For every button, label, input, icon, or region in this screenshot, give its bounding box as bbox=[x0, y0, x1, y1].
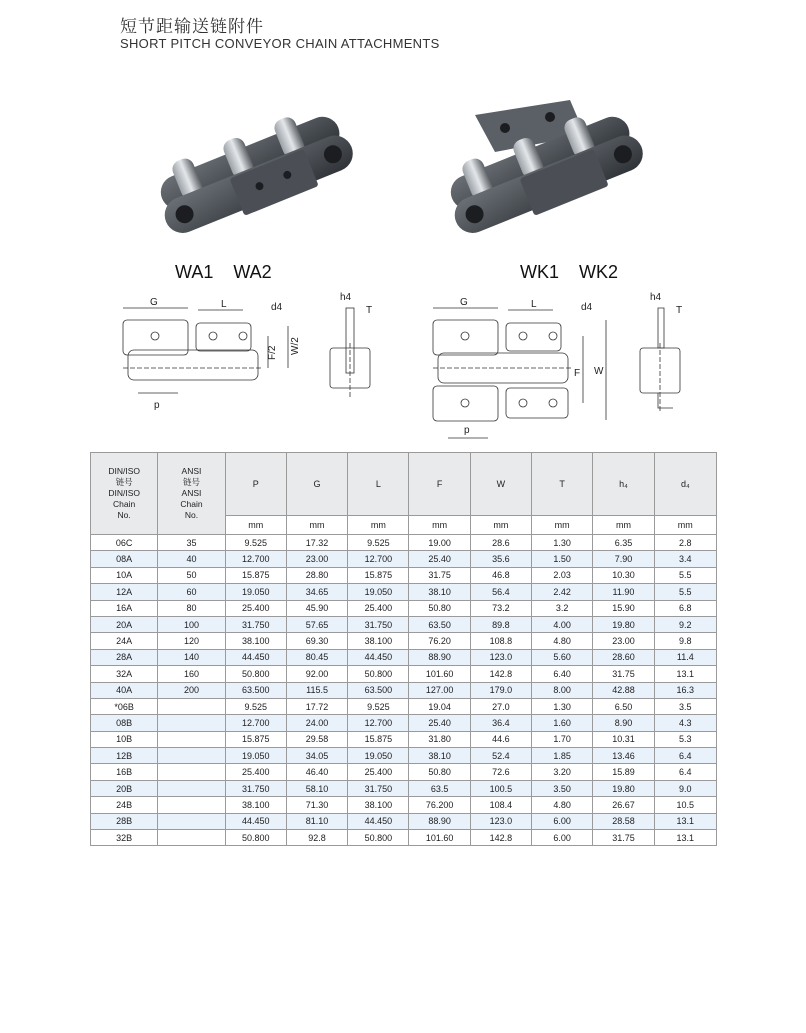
table-cell: 100.5 bbox=[470, 780, 531, 796]
table-cell: 5.5 bbox=[654, 567, 716, 583]
table-row bbox=[91, 666, 717, 682]
table-cell: 1.85 bbox=[532, 748, 593, 764]
table-cell: 5.5 bbox=[654, 584, 716, 600]
table-cell: 36.4 bbox=[470, 715, 531, 731]
label-d4: d4 bbox=[271, 302, 283, 313]
table-cell: 16B bbox=[91, 764, 158, 780]
table-cell: 1.30 bbox=[532, 698, 593, 714]
unit-cell: mm bbox=[532, 516, 593, 535]
unit-cell: mm bbox=[348, 516, 409, 535]
table-cell: 6.40 bbox=[532, 666, 593, 682]
header-l: L bbox=[348, 453, 409, 516]
table-cell: 73.2 bbox=[470, 600, 531, 616]
header-din-iso bbox=[91, 453, 158, 535]
table-cell: 24.00 bbox=[286, 715, 347, 731]
unit-cell: mm bbox=[654, 516, 716, 535]
table-cell bbox=[158, 731, 225, 747]
label-l-wk: L bbox=[531, 299, 537, 310]
table-cell: 19.00 bbox=[409, 535, 470, 551]
table-cell: 38.100 bbox=[225, 633, 286, 649]
label-g-wk: G bbox=[460, 297, 468, 308]
table-cell: 5.3 bbox=[654, 731, 716, 747]
table-cell: 24B bbox=[91, 797, 158, 813]
table-row bbox=[91, 633, 717, 649]
unit-cell: mm bbox=[286, 516, 347, 535]
page-title-english: SHORT PITCH CONVEYOR CHAIN ATTACHMENTS bbox=[120, 36, 440, 51]
table-row bbox=[91, 584, 717, 600]
table-cell: 35 bbox=[158, 535, 225, 551]
table-cell: 4.80 bbox=[532, 633, 593, 649]
table-cell: 4.3 bbox=[654, 715, 716, 731]
table-cell: 25.400 bbox=[348, 764, 409, 780]
table-cell: 89.8 bbox=[470, 616, 531, 632]
table-cell: 101.60 bbox=[409, 830, 470, 846]
header-din-iso-cn: 链号 bbox=[115, 477, 133, 487]
table-cell: 29.58 bbox=[286, 731, 347, 747]
table-cell: 9.525 bbox=[225, 535, 286, 551]
header-d4: d₄ bbox=[654, 453, 716, 516]
header-ansi-line3: Chain bbox=[180, 499, 203, 509]
wk-technical-drawing bbox=[428, 288, 698, 443]
label-l: L bbox=[221, 299, 227, 310]
table-cell: 80 bbox=[158, 600, 225, 616]
header-t: T bbox=[532, 453, 593, 516]
table-cell: 127.00 bbox=[409, 682, 470, 698]
unit-cell: mm bbox=[409, 516, 470, 535]
table-cell: 92.00 bbox=[286, 666, 347, 682]
table-cell: 38.100 bbox=[348, 633, 409, 649]
table-cell: 13.1 bbox=[654, 813, 716, 829]
table-cell: 8.90 bbox=[593, 715, 654, 731]
table-cell: 12.700 bbox=[225, 715, 286, 731]
table-cell: 140 bbox=[158, 649, 225, 665]
header-ansi-line1: ANSI bbox=[181, 466, 202, 476]
table-cell: 50.80 bbox=[409, 764, 470, 780]
table-cell: 13.46 bbox=[593, 748, 654, 764]
wk-chain-photo bbox=[430, 90, 660, 245]
table-cell: 31.75 bbox=[593, 666, 654, 682]
table-cell: 13.1 bbox=[654, 830, 716, 846]
table-row bbox=[91, 780, 717, 796]
table-row bbox=[91, 600, 717, 616]
header-din-iso-line3: Chain bbox=[113, 499, 136, 509]
table-cell: 52.4 bbox=[470, 748, 531, 764]
label-p: p bbox=[154, 400, 160, 411]
unit-cell: mm bbox=[225, 516, 286, 535]
table-cell bbox=[158, 764, 225, 780]
table-cell: 34.05 bbox=[286, 748, 347, 764]
table-cell: 92.8 bbox=[286, 830, 347, 846]
header-din-iso-line4: No. bbox=[117, 510, 131, 520]
table-cell: 20A bbox=[91, 616, 158, 632]
table-row bbox=[91, 649, 717, 665]
model-wa1: WA1 bbox=[175, 262, 214, 282]
wa-chain-photo bbox=[140, 105, 370, 245]
table-row bbox=[91, 797, 717, 813]
table-cell: 120 bbox=[158, 633, 225, 649]
table-cell: 63.500 bbox=[225, 682, 286, 698]
table-cell: 34.65 bbox=[286, 584, 347, 600]
table-cell: 57.65 bbox=[286, 616, 347, 632]
table-cell: 15.875 bbox=[348, 567, 409, 583]
table-cell: 15.875 bbox=[225, 567, 286, 583]
table-cell: 2.42 bbox=[532, 584, 593, 600]
table-cell: 5.60 bbox=[532, 649, 593, 665]
table-cell: 28.60 bbox=[593, 649, 654, 665]
table-cell: 101.60 bbox=[409, 666, 470, 682]
table-cell: 17.32 bbox=[286, 535, 347, 551]
table-cell: 76.20 bbox=[409, 633, 470, 649]
header-din-iso-line1: DIN/ISO bbox=[108, 466, 140, 476]
table-cell: 25.40 bbox=[409, 715, 470, 731]
header-g: G bbox=[286, 453, 347, 516]
label-t-wk: T bbox=[676, 305, 683, 316]
table-cell: 19.050 bbox=[225, 748, 286, 764]
table-cell: 16.3 bbox=[654, 682, 716, 698]
table-cell: 26.67 bbox=[593, 797, 654, 813]
table-cell: 72.6 bbox=[470, 764, 531, 780]
table-cell: 24A bbox=[91, 633, 158, 649]
table-cell: 56.4 bbox=[470, 584, 531, 600]
table-cell: 6.00 bbox=[532, 813, 593, 829]
table-cell: 31.80 bbox=[409, 731, 470, 747]
table-cell: 19.050 bbox=[225, 584, 286, 600]
table-cell bbox=[158, 797, 225, 813]
table-cell: 28A bbox=[91, 649, 158, 665]
table-cell: 23.00 bbox=[593, 633, 654, 649]
table-cell: 50.80 bbox=[409, 600, 470, 616]
header-din-iso-line2: DIN/ISO bbox=[108, 488, 140, 498]
table-cell: 115.5 bbox=[286, 682, 347, 698]
table-cell: 40 bbox=[158, 551, 225, 567]
table-row bbox=[91, 813, 717, 829]
table-cell: 42.88 bbox=[593, 682, 654, 698]
table-cell: 3.4 bbox=[654, 551, 716, 567]
table-cell: 9.8 bbox=[654, 633, 716, 649]
table-cell: 31.750 bbox=[348, 616, 409, 632]
table-cell: 31.750 bbox=[225, 780, 286, 796]
table-cell: 16A bbox=[91, 600, 158, 616]
table-cell: 25.400 bbox=[348, 600, 409, 616]
label-h4-wk: h4 bbox=[650, 292, 662, 303]
table-cell: 27.0 bbox=[470, 698, 531, 714]
table-cell: 19.050 bbox=[348, 748, 409, 764]
table-cell: 31.75 bbox=[593, 830, 654, 846]
table-cell: 50.800 bbox=[225, 830, 286, 846]
table-cell: 38.100 bbox=[225, 797, 286, 813]
table-cell: 46.8 bbox=[470, 567, 531, 583]
table-cell: 50.800 bbox=[348, 830, 409, 846]
table-row bbox=[91, 551, 717, 567]
table-cell: 38.10 bbox=[409, 748, 470, 764]
table-cell: 28.58 bbox=[593, 813, 654, 829]
table-cell: 12.700 bbox=[348, 551, 409, 567]
table-cell: 6.4 bbox=[654, 764, 716, 780]
table-row bbox=[91, 682, 717, 698]
table-cell: 08A bbox=[91, 551, 158, 567]
table-cell: 50.800 bbox=[348, 666, 409, 682]
table-cell: 08B bbox=[91, 715, 158, 731]
table-cell: 6.00 bbox=[532, 830, 593, 846]
table-cell: 6.50 bbox=[593, 698, 654, 714]
table-cell: 142.8 bbox=[470, 830, 531, 846]
model-wk1: WK1 bbox=[520, 262, 560, 282]
table-cell: 17.72 bbox=[286, 698, 347, 714]
table-cell bbox=[158, 748, 225, 764]
label-g: G bbox=[150, 297, 158, 308]
table-cell: 10.30 bbox=[593, 567, 654, 583]
table-cell: 9.525 bbox=[348, 535, 409, 551]
table-cell: 4.80 bbox=[532, 797, 593, 813]
table-cell: 44.450 bbox=[225, 649, 286, 665]
table-cell: 38.100 bbox=[348, 797, 409, 813]
table-cell: 9.2 bbox=[654, 616, 716, 632]
table-cell: 81.10 bbox=[286, 813, 347, 829]
table-cell: *06B bbox=[91, 698, 158, 714]
table-cell: 179.0 bbox=[470, 682, 531, 698]
table-cell: 28.80 bbox=[286, 567, 347, 583]
unit-cell: mm bbox=[470, 516, 531, 535]
page-title-chinese: 短节距输送链附件 bbox=[120, 17, 264, 37]
table-cell: 6.4 bbox=[654, 748, 716, 764]
table-cell bbox=[158, 780, 225, 796]
table-cell: 123.0 bbox=[470, 649, 531, 665]
table-cell: 100 bbox=[158, 616, 225, 632]
table-cell: 108.8 bbox=[470, 633, 531, 649]
table-cell bbox=[158, 813, 225, 829]
table-cell: 19.04 bbox=[409, 698, 470, 714]
table-cell: 10.31 bbox=[593, 731, 654, 747]
table-cell: 142.8 bbox=[470, 666, 531, 682]
table-row bbox=[91, 748, 717, 764]
table-cell: 71.30 bbox=[286, 797, 347, 813]
table-cell: 76.200 bbox=[409, 797, 470, 813]
table-cell: 123.0 bbox=[470, 813, 531, 829]
table-cell: 88.90 bbox=[409, 649, 470, 665]
table-header-row bbox=[91, 453, 717, 516]
table-cell: 58.10 bbox=[286, 780, 347, 796]
table-row bbox=[91, 715, 717, 731]
table-cell: 12B bbox=[91, 748, 158, 764]
attachment-spec-table bbox=[90, 452, 717, 846]
table-row bbox=[91, 830, 717, 846]
header-p: P bbox=[225, 453, 286, 516]
table-cell: 60 bbox=[158, 584, 225, 600]
table-cell: 11.90 bbox=[593, 584, 654, 600]
unit-cell: mm bbox=[593, 516, 654, 535]
table-cell: 3.50 bbox=[532, 780, 593, 796]
table-cell: 2.03 bbox=[532, 567, 593, 583]
header-ansi-line2: ANSI bbox=[181, 488, 202, 498]
table-cell: 28B bbox=[91, 813, 158, 829]
label-w: W bbox=[594, 366, 604, 377]
table-cell bbox=[158, 698, 225, 714]
table-cell: 3.20 bbox=[532, 764, 593, 780]
table-cell: 45.90 bbox=[286, 600, 347, 616]
table-cell: 32A bbox=[91, 666, 158, 682]
table-cell: 10.5 bbox=[654, 797, 716, 813]
table-cell: 9.525 bbox=[225, 698, 286, 714]
header-h4: h₄ bbox=[593, 453, 654, 516]
table-cell: 3.2 bbox=[532, 600, 593, 616]
table-cell: 31.75 bbox=[409, 567, 470, 583]
wk-model-labels bbox=[520, 262, 638, 283]
table-row bbox=[91, 764, 717, 780]
table-cell: 28.6 bbox=[470, 535, 531, 551]
table-cell: 4.00 bbox=[532, 616, 593, 632]
label-w2: W/2 bbox=[290, 337, 301, 355]
label-f: F bbox=[574, 368, 581, 379]
table-body bbox=[91, 535, 717, 846]
table-cell: 31.750 bbox=[225, 616, 286, 632]
model-wk2: WK2 bbox=[579, 262, 619, 282]
table-cell: 15.875 bbox=[348, 731, 409, 747]
table-cell: 63.50 bbox=[409, 616, 470, 632]
table-cell: 46.40 bbox=[286, 764, 347, 780]
table-cell: 44.450 bbox=[348, 813, 409, 829]
table-cell: 19.80 bbox=[593, 780, 654, 796]
table-cell: 63.5 bbox=[409, 780, 470, 796]
table-cell: 6.8 bbox=[654, 600, 716, 616]
table-cell: 32B bbox=[91, 830, 158, 846]
table-cell: 15.875 bbox=[225, 731, 286, 747]
table-cell: 35.6 bbox=[470, 551, 531, 567]
table-cell: 15.89 bbox=[593, 764, 654, 780]
table-cell: 50 bbox=[158, 567, 225, 583]
table-cell: 9.0 bbox=[654, 780, 716, 796]
table-cell: 44.6 bbox=[470, 731, 531, 747]
table-cell: 12.700 bbox=[348, 715, 409, 731]
table-cell: 9.525 bbox=[348, 698, 409, 714]
wa-technical-drawing bbox=[118, 288, 388, 423]
table-cell: 108.4 bbox=[470, 797, 531, 813]
table-cell: 12.700 bbox=[225, 551, 286, 567]
table-row bbox=[91, 698, 717, 714]
table-cell: 12A bbox=[91, 584, 158, 600]
table-cell: 44.450 bbox=[225, 813, 286, 829]
table-cell: 19.80 bbox=[593, 616, 654, 632]
table-row bbox=[91, 535, 717, 551]
table-cell: 2.8 bbox=[654, 535, 716, 551]
label-f2: F/2 bbox=[267, 345, 278, 360]
table-cell: 69.30 bbox=[286, 633, 347, 649]
wa-model-labels bbox=[175, 262, 292, 283]
table-cell: 6.35 bbox=[593, 535, 654, 551]
table-cell: 8.00 bbox=[532, 682, 593, 698]
header-f: F bbox=[409, 453, 470, 516]
table-cell bbox=[158, 830, 225, 846]
table-cell: 38.10 bbox=[409, 584, 470, 600]
table-cell: 11.4 bbox=[654, 649, 716, 665]
table-cell: 31.750 bbox=[348, 780, 409, 796]
table-cell: 25.400 bbox=[225, 764, 286, 780]
table-cell: 25.40 bbox=[409, 551, 470, 567]
table-cell: 44.450 bbox=[348, 649, 409, 665]
label-h4: h4 bbox=[340, 292, 352, 303]
label-p-wk: p bbox=[464, 425, 470, 436]
table-cell: 80.45 bbox=[286, 649, 347, 665]
table-cell bbox=[158, 715, 225, 731]
table-cell: 63.500 bbox=[348, 682, 409, 698]
table-cell: 23.00 bbox=[286, 551, 347, 567]
table-row bbox=[91, 567, 717, 583]
table-cell: 7.90 bbox=[593, 551, 654, 567]
table-cell: 25.400 bbox=[225, 600, 286, 616]
header-ansi-line4: No. bbox=[184, 510, 199, 520]
table-cell: 13.1 bbox=[654, 666, 716, 682]
table-cell: 1.70 bbox=[532, 731, 593, 747]
table-row bbox=[91, 616, 717, 632]
table-cell: 10A bbox=[91, 567, 158, 583]
table-cell: 88.90 bbox=[409, 813, 470, 829]
table-cell: 200 bbox=[158, 682, 225, 698]
table-cell: 1.60 bbox=[532, 715, 593, 731]
header-ansi-cn: 链号 bbox=[182, 477, 200, 487]
table-row bbox=[91, 731, 717, 747]
header-ansi bbox=[158, 453, 225, 535]
table-cell: 15.90 bbox=[593, 600, 654, 616]
table-cell: 50.800 bbox=[225, 666, 286, 682]
label-d4-wk: d4 bbox=[581, 302, 593, 313]
table-cell: 1.30 bbox=[532, 535, 593, 551]
table-cell: 10B bbox=[91, 731, 158, 747]
table-cell: 3.5 bbox=[654, 698, 716, 714]
label-t: T bbox=[366, 305, 373, 316]
table-cell: 40A bbox=[91, 682, 158, 698]
header-w: W bbox=[470, 453, 531, 516]
table-cell: 20B bbox=[91, 780, 158, 796]
table-cell: 06C bbox=[91, 535, 158, 551]
table-cell: 1.50 bbox=[532, 551, 593, 567]
model-wa2: WA2 bbox=[233, 262, 272, 282]
table-cell: 19.050 bbox=[348, 584, 409, 600]
table-cell: 160 bbox=[158, 666, 225, 682]
